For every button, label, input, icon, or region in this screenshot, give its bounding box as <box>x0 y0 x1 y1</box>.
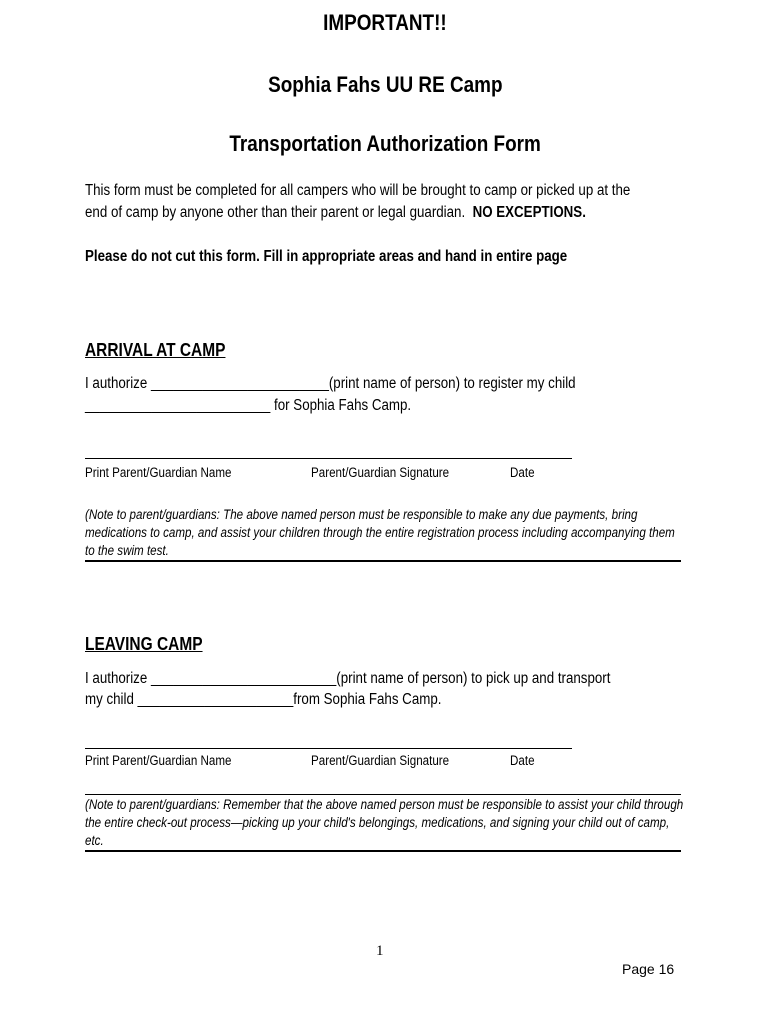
arrival-signature-line <box>85 458 572 459</box>
arrival-heading: ARRIVAL AT CAMP <box>85 340 226 360</box>
arrival-label-signature: Parent/Guardian Signature <box>311 465 450 480</box>
intro-line-2 <box>85 204 586 222</box>
arrival-divider <box>85 560 681 562</box>
intro-line-1: This form must be completed for all campers who will be brought to camp or picked up at the <box>85 182 631 199</box>
leaving-authorize-line: I authorize _________________________(print name of person) to pick up and transport <box>85 670 611 687</box>
arrival-label-name: Print Parent/Guardian Name <box>85 465 232 480</box>
leaving-signature-line <box>85 748 572 749</box>
page-number: 1 <box>376 943 384 959</box>
leaving-divider <box>85 850 681 852</box>
leaving-label-date: Date <box>510 753 535 768</box>
instruction-text: Please do not cut this form. Fill in appropriate areas and hand in entire page <box>85 248 568 265</box>
leaving-label-name: Print Parent/Guardian Name <box>85 753 232 768</box>
form-title: Transportation Authorization Form <box>229 131 541 156</box>
intro-line-2-text: end of camp by anyone other than their parent or legal guardian. <box>85 204 466 221</box>
leaving-note-top-rule <box>85 794 681 795</box>
arrival-child-line: _________________________ for Sophia Fahs Camp. <box>85 397 412 414</box>
arrival-note: (Note to parent/guardians: The above named person must be responsible to make any due payments, bring medications to camp, and assist your children through the entire registration process including accompanying them to the swim test. <box>85 507 675 558</box>
leaving-label-signature: Parent/Guardian Signature <box>311 753 450 768</box>
camp-name-heading: Sophia Fahs UU RE Camp <box>267 72 503 97</box>
page-label: Page 16 <box>622 961 675 977</box>
leaving-note: (Note to parent/guardians: Remember that the above named person must be responsible to assist your child through the entire check-out process—picking up your child's belongings, medications, and signing your child out of camp, etc. <box>85 797 684 848</box>
no-exceptions-text: NO EXCEPTIONS. <box>472 204 586 221</box>
leaving-heading: LEAVING CAMP <box>85 634 203 654</box>
arrival-authorize-line: I authorize ________________________(print name of person) to register my child <box>85 375 576 392</box>
arrival-label-date: Date <box>510 465 535 480</box>
leaving-child-line: my child _____________________from Sophia Fahs Camp. <box>85 691 442 708</box>
important-heading: IMPORTANT!! <box>323 10 447 35</box>
